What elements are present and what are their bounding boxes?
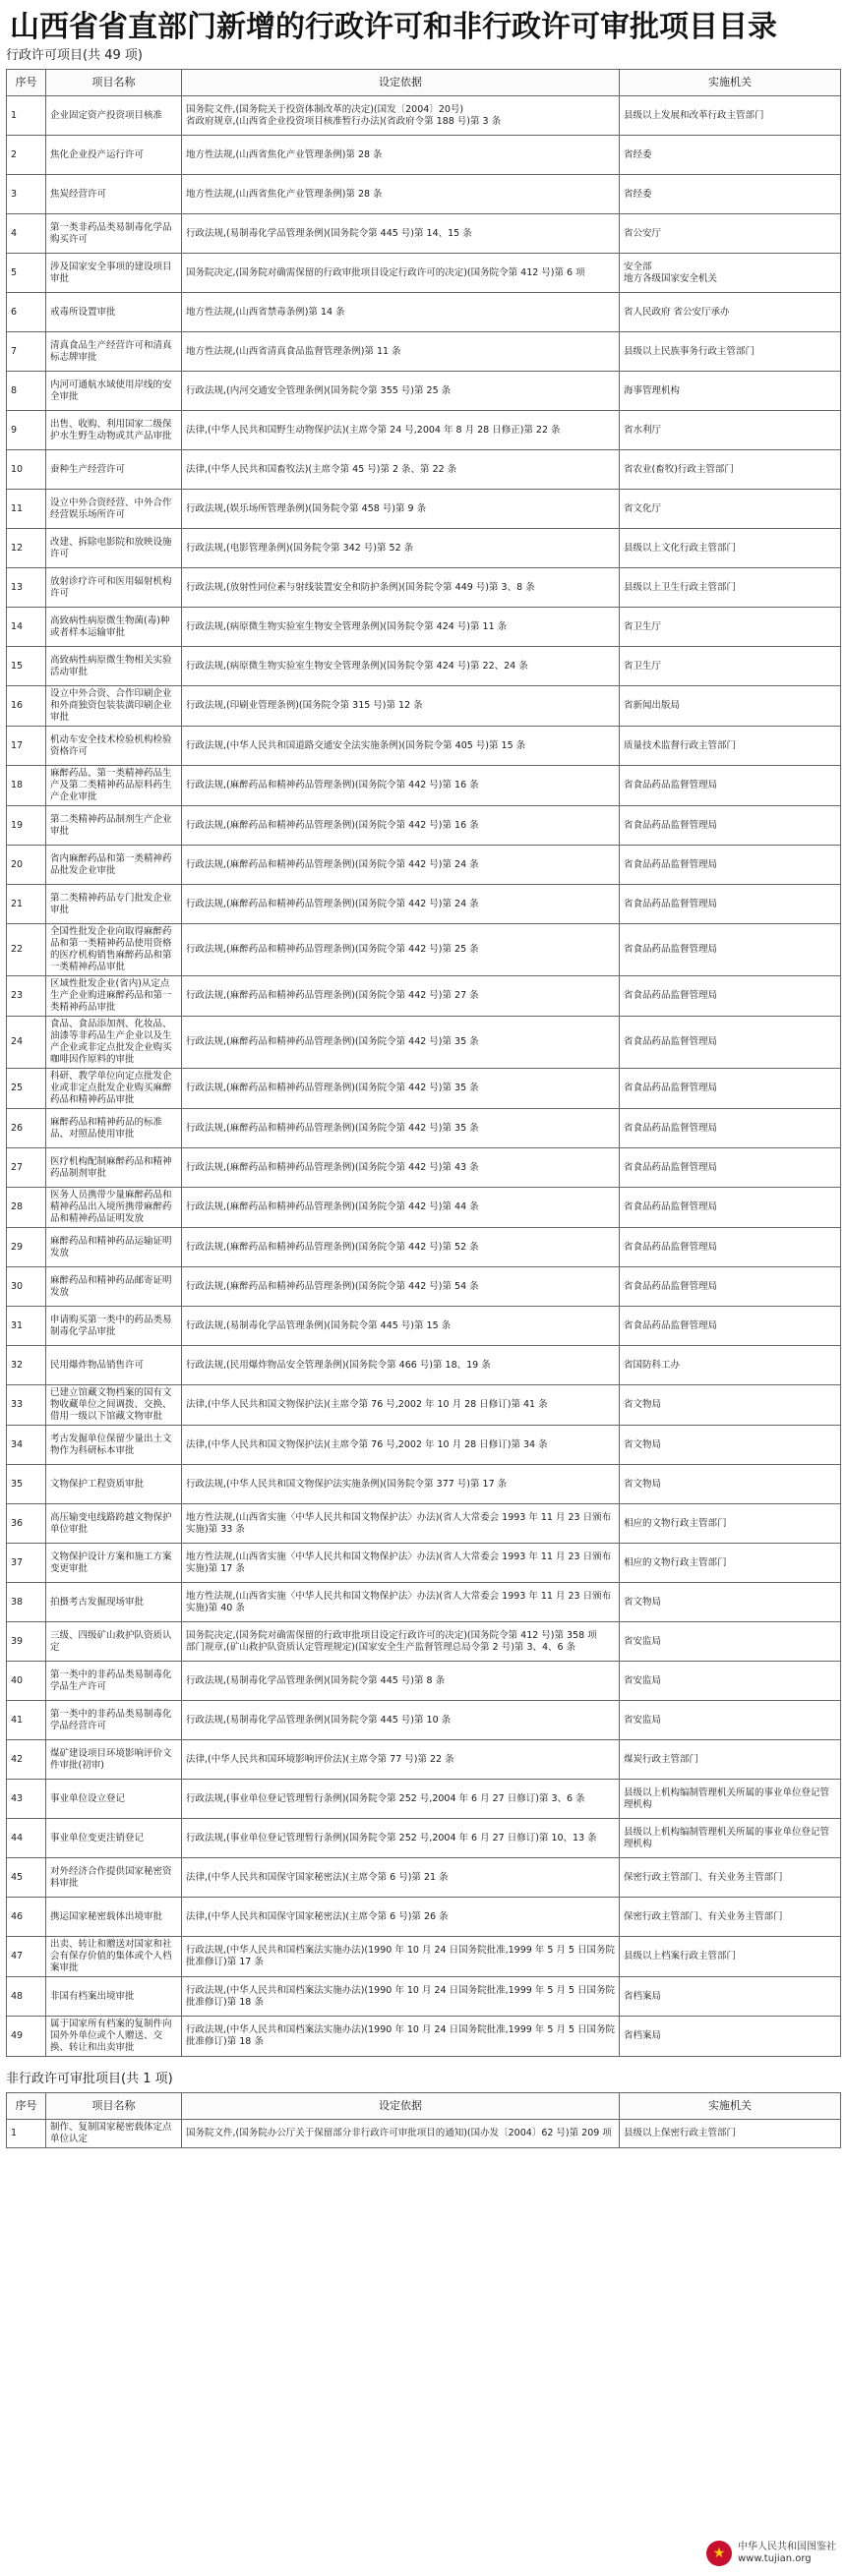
table-row — [7, 924, 841, 976]
cell-name: 事业单位变更注销登记 — [46, 1819, 182, 1858]
cell-agency: 省国防科工办 — [620, 1346, 841, 1385]
table-row — [7, 647, 841, 686]
table-row — [7, 214, 841, 254]
cell-agency: 海事管理机构 — [620, 372, 841, 411]
table-row — [7, 1017, 841, 1069]
cell-agency: 保密行政主管部门、有关业务主管部门 — [620, 1898, 841, 1937]
cell-agency: 县级以上卫生行政主管部门 — [620, 568, 841, 608]
cell-basis: 法律,(中华人民共和国文物保护法)(主席令第 76 号,2002 年 10 月 28 日修订)第 41 条 — [182, 1385, 620, 1426]
cell-name: 麻醉药品和精神药品运输证明发放 — [46, 1228, 182, 1267]
cell-basis: 法律,(中华人民共和国保守国家秘密法)(主席令第 6 号)第 21 条 — [182, 1858, 620, 1898]
cell-basis: 行政法规,(内河交通安全管理条例)(国务院令第 355 号)第 25 条 — [182, 372, 620, 411]
cell-name: 制作、复制国家秘密载体定点单位认定 — [46, 2120, 182, 2148]
cell-agency: 省食品药品监督管理局 — [620, 1148, 841, 1188]
cell-agency: 省公安厅 — [620, 214, 841, 254]
cell-no: 27 — [7, 1148, 46, 1188]
cell-name: 企业固定资产投资项目核准 — [46, 96, 182, 136]
cell-agency: 省人民政府 省公安厅承办 — [620, 293, 841, 332]
cell-basis: 行政法规,(印刷业管理条例)(国务院令第 315 号)第 12 条 — [182, 686, 620, 727]
permits-table — [6, 69, 841, 2057]
cell-basis: 行政法规,(放射性同位素与射线装置安全和防护条例)(国务院令第 449 号)第 3、8 条 — [182, 568, 620, 608]
cell-no: 29 — [7, 1228, 46, 1267]
cell-agency: 省农业(畜牧)行政主管部门 — [620, 450, 841, 490]
cell-no: 47 — [7, 1937, 46, 1977]
table-row — [7, 490, 841, 529]
cell-agency: 省新闻出版局 — [620, 686, 841, 727]
cell-no: 17 — [7, 727, 46, 766]
cell-basis: 国务院决定,(国务院对确需保留的行政审批项目设定行政许可的决定)(国务院令第 412 号)第 6 项 — [182, 254, 620, 293]
cell-basis: 行政法规,(麻醉药品和精神药品管理条例)(国务院令第 442 号)第 54 条 — [182, 1267, 620, 1307]
cell-agency: 县级以上档案行政主管部门 — [620, 1937, 841, 1977]
cell-agency: 省食品药品监督管理局 — [620, 806, 841, 846]
cell-agency: 县级以上文化行政主管部门 — [620, 529, 841, 568]
cell-agency: 省卫生厅 — [620, 647, 841, 686]
table-row — [7, 1426, 841, 1465]
cell-agency: 省档案局 — [620, 1977, 841, 2017]
cell-basis: 行政法规,(电影管理条例)(国务院令第 342 号)第 52 条 — [182, 529, 620, 568]
section-heading-permits: 行政许可项目(共 49 项) — [6, 48, 143, 63]
cell-no: 23 — [7, 976, 46, 1017]
section-heading-non-permits: 非行政许可审批项目(共 1 项) — [6, 2072, 173, 2086]
cell-name: 麻醉药品和精神药品的标准品、对照品使用审批 — [46, 1109, 182, 1148]
cell-agency: 保密行政主管部门、有关业务主管部门 — [620, 1858, 841, 1898]
table-row — [7, 1858, 841, 1898]
cell-basis: 行政法规,(麻醉药品和精神药品管理条例)(国务院令第 442 号)第 24 条 — [182, 846, 620, 885]
cell-basis: 行政法规,(娱乐场所管理条例)(国务院令第 458 号)第 9 条 — [182, 490, 620, 529]
cell-agency: 安全部 地方各级国家安全机关 — [620, 254, 841, 293]
cell-basis: 行政法规,(易制毒化学品管理条例)(国务院令第 445 号)第 8 条 — [182, 1662, 620, 1701]
table-row — [7, 1346, 841, 1385]
cell-basis: 行政法规,(中华人民共和国道路交通安全法实施条例)(国务院令第 405 号)第 15 条 — [182, 727, 620, 766]
cell-name: 麻醉药品、第一类精神药品生产及第二类精神药品原料药生产企业审批 — [46, 766, 182, 806]
cell-no: 13 — [7, 568, 46, 608]
cell-no: 46 — [7, 1898, 46, 1937]
table-row — [7, 1307, 841, 1346]
cell-no: 10 — [7, 450, 46, 490]
table-row — [7, 254, 841, 293]
cell-name: 全国性批发企业向取得麻醉药品和第一类精神药品使用资格的医疗机构销售麻醉药品和第一类精神药品审批 — [46, 924, 182, 976]
table-row — [7, 175, 841, 214]
table-row — [7, 1109, 841, 1148]
cell-name: 焦化企业投产运行许可 — [46, 136, 182, 175]
cell-agency: 省食品药品监督管理局 — [620, 1188, 841, 1228]
column-header-basis: 设定依据 — [182, 2093, 620, 2120]
cell-agency: 省文物局 — [620, 1465, 841, 1504]
watermark-name: 中华人民共和国图鉴社 — [738, 2542, 836, 2552]
cell-name: 医疗机构配制麻醉药品和精神药品制剂审批 — [46, 1148, 182, 1188]
cell-no: 36 — [7, 1504, 46, 1544]
cell-name: 涉及国家安全事项的建设项目审批 — [46, 254, 182, 293]
cell-no: 19 — [7, 806, 46, 846]
cell-basis: 地方性法规,(山西省清真食品监督管理条例)第 11 条 — [182, 332, 620, 372]
cell-name: 区域性批发企业(省内)从定点生产企业购进麻醉药品和第一类精神药品审批 — [46, 976, 182, 1017]
cell-no: 22 — [7, 924, 46, 976]
cell-name: 焦炭经营许可 — [46, 175, 182, 214]
column-header-no: 序号 — [7, 70, 46, 96]
cell-basis: 行政法规,(中华人民共和国档案法实施办法)(1990 年 10 月 24 日国务院批准,1999 年 5 月 5 日国务院批准修订)第 17 条 — [182, 1937, 620, 1977]
cell-agency: 县级以上发展和改革行政主管部门 — [620, 96, 841, 136]
cell-no: 20 — [7, 846, 46, 885]
table-row — [7, 1740, 841, 1780]
table-row — [7, 1188, 841, 1228]
cell-no: 1 — [7, 96, 46, 136]
cell-basis: 行政法规,(易制毒化学品管理条例)(国务院令第 445 号)第 10 条 — [182, 1701, 620, 1740]
cell-agency: 县级以上机构编制管理机关所属的事业单位登记管理机构 — [620, 1819, 841, 1858]
cell-no: 15 — [7, 647, 46, 686]
table-row — [7, 529, 841, 568]
cell-no: 14 — [7, 608, 46, 647]
cell-no: 1 — [7, 2120, 46, 2148]
cell-agency: 相应的文物行政主管部门 — [620, 1544, 841, 1583]
cell-name: 蚕种生产经营许可 — [46, 450, 182, 490]
cell-no: 31 — [7, 1307, 46, 1346]
table-row — [7, 1622, 841, 1662]
table-row — [7, 608, 841, 647]
cell-agency: 省食品药品监督管理局 — [620, 924, 841, 976]
cell-name: 申请购买第一类中的药品类易制毒化学品审批 — [46, 1307, 182, 1346]
cell-basis: 地方性法规,(山西省焦化产业管理条例)第 28 条 — [182, 136, 620, 175]
cell-name: 食品、食品添加剂、化妆品、油漆等非药品生产企业以及生产企业或非定点批发企业购买咖啡因作原料的审批 — [46, 1017, 182, 1069]
non-permits-table — [6, 2092, 841, 2148]
table-row — [7, 1977, 841, 2017]
cell-agency: 省经委 — [620, 175, 841, 214]
cell-name: 设立中外合资经营、中外合作经营娱乐场所许可 — [46, 490, 182, 529]
table-row — [7, 2120, 841, 2148]
cell-basis: 国务院决定,(国务院对确需保留的行政审批项目设定行政许可的决定)(国务院令第 412 号)第 358 项 部门规章,(矿山救护队资质认定管理规定)(国家安全生产监督管理总局令第 2 号)第 3、4、6 条 — [182, 1622, 620, 1662]
cell-agency: 省文物局 — [620, 1385, 841, 1426]
cell-no: 16 — [7, 686, 46, 727]
table-row — [7, 1465, 841, 1504]
cell-basis: 行政法规,(麻醉药品和精神药品管理条例)(国务院令第 442 号)第 16 条 — [182, 806, 620, 846]
cell-no: 35 — [7, 1465, 46, 1504]
cell-name: 戒毒所设置审批 — [46, 293, 182, 332]
cell-agency: 省食品药品监督管理局 — [620, 1069, 841, 1109]
cell-basis: 行政法规,(病原微生物实验室生物安全管理条例)(国务院令第 424 号)第 22、24 条 — [182, 647, 620, 686]
table-row — [7, 411, 841, 450]
cell-name: 放射诊疗许可和医用辐射机构许可 — [46, 568, 182, 608]
cell-agency: 省食品药品监督管理局 — [620, 1307, 841, 1346]
cell-no: 37 — [7, 1544, 46, 1583]
watermark-url: www.tujian.org — [738, 2553, 812, 2564]
cell-no: 28 — [7, 1188, 46, 1228]
cell-agency: 省文物局 — [620, 1583, 841, 1622]
cell-name: 民用爆炸物品销售许可 — [46, 1346, 182, 1385]
table-row — [7, 806, 841, 846]
cell-basis: 行政法规,(病原微生物实验室生物安全管理条例)(国务院令第 424 号)第 11 条 — [182, 608, 620, 647]
cell-name: 高压输变电线路跨越文物保护单位审批 — [46, 1504, 182, 1544]
cell-agency: 省安监局 — [620, 1662, 841, 1701]
cell-no: 18 — [7, 766, 46, 806]
cell-basis: 法律,(中华人民共和国野生动物保护法)(主席令第 24 号,2004 年 8 月 28 日修正)第 22 条 — [182, 411, 620, 450]
cell-basis: 行政法规,(中华人民共和国文物保护法实施条例)(国务院令第 377 号)第 17 条 — [182, 1465, 620, 1504]
table-row — [7, 686, 841, 727]
cell-name: 清真食品生产经营许可和清真标志牌审批 — [46, 332, 182, 372]
cell-no: 25 — [7, 1069, 46, 1109]
cell-name: 设立中外合资、合作印刷企业和外商独资包装装潢印刷企业审批 — [46, 686, 182, 727]
cell-basis: 地方性法规,(山西省实施〈中华人民共和国文物保护法〉办法)(省人大常委会 1993 年 11 月 23 日颁布实施)第 33 条 — [182, 1504, 620, 1544]
cell-basis: 法律,(中华人民共和国畜牧法)(主席令第 45 号)第 2 条、第 22 条 — [182, 450, 620, 490]
cell-name: 拍摄考古发掘现场审批 — [46, 1583, 182, 1622]
cell-basis: 法律,(中华人民共和国文物保护法)(主席令第 76 号,2002 年 10 月 28 日修订)第 34 条 — [182, 1426, 620, 1465]
cell-no: 2 — [7, 136, 46, 175]
cell-basis: 行政法规,(易制毒化学品管理条例)(国务院令第 445 号)第 15 条 — [182, 1307, 620, 1346]
column-header-agency: 实施机关 — [620, 2093, 841, 2120]
cell-basis: 法律,(中华人民共和国环境影响评价法)(主席令第 77 号)第 22 条 — [182, 1740, 620, 1780]
cell-name: 事业单位设立登记 — [46, 1780, 182, 1819]
cell-agency: 省食品药品监督管理局 — [620, 885, 841, 924]
cell-basis: 行政法规,(民用爆炸物品安全管理条例)(国务院令第 466 号)第 18、19 条 — [182, 1346, 620, 1385]
table-row — [7, 450, 841, 490]
page-title: 山西省省直部门新增的行政许可和非行政许可审批项目目录 — [10, 10, 777, 44]
national-emblem-icon: ★ — [706, 2541, 732, 2566]
cell-basis: 行政法规,(中华人民共和国档案法实施办法)(1990 年 10 月 24 日国务院批准,1999 年 5 月 5 日国务院批准修订)第 18 条 — [182, 1977, 620, 2017]
cell-agency: 省食品药品监督管理局 — [620, 1228, 841, 1267]
cell-agency: 省经委 — [620, 136, 841, 175]
cell-no: 30 — [7, 1267, 46, 1307]
cell-agency: 县级以上机构编制管理机关所属的事业单位登记管理机构 — [620, 1780, 841, 1819]
table-header-row — [7, 70, 841, 96]
table-row — [7, 332, 841, 372]
cell-basis: 行政法规,(麻醉药品和精神药品管理条例)(国务院令第 442 号)第 52 条 — [182, 1228, 620, 1267]
cell-basis: 国务院文件,(国务院关于投资体制改革的决定)(国发〔2004〕20号) 省政府规章,(山西省企业投资项目核准暂行办法)(省政府令第 188 号)第 3 条 — [182, 96, 620, 136]
cell-no: 32 — [7, 1346, 46, 1385]
cell-agency: 质量技术监督行政主管部门 — [620, 727, 841, 766]
cell-basis: 行政法规,(麻醉药品和精神药品管理条例)(国务院令第 442 号)第 35 条 — [182, 1069, 620, 1109]
cell-basis: 行政法规,(麻醉药品和精神药品管理条例)(国务院令第 442 号)第 25 条 — [182, 924, 620, 976]
cell-no: 4 — [7, 214, 46, 254]
cell-no: 33 — [7, 1385, 46, 1426]
cell-agency: 省食品药品监督管理局 — [620, 766, 841, 806]
cell-no: 7 — [7, 332, 46, 372]
cell-no: 12 — [7, 529, 46, 568]
table-row — [7, 136, 841, 175]
cell-agency: 省卫生厅 — [620, 608, 841, 647]
table-row — [7, 1069, 841, 1109]
cell-name: 第一类非药品类易制毒化学品购买许可 — [46, 214, 182, 254]
cell-name: 高致病性病原微生物菌(毒)种或者样本运输审批 — [46, 608, 182, 647]
cell-name: 出卖、转让和赠送对国家和社会有保存价值的集体或个人档案审批 — [46, 1937, 182, 1977]
column-header-no: 序号 — [7, 2093, 46, 2120]
cell-agency: 省安监局 — [620, 1701, 841, 1740]
cell-no: 42 — [7, 1740, 46, 1780]
cell-agency: 县级以上保密行政主管部门 — [620, 2120, 841, 2148]
cell-no: 40 — [7, 1662, 46, 1701]
cell-no: 5 — [7, 254, 46, 293]
table-row — [7, 293, 841, 332]
cell-agency: 县级以上民族事务行政主管部门 — [620, 332, 841, 372]
cell-name: 第二类精神药品制剂生产企业审批 — [46, 806, 182, 846]
cell-basis: 行政法规,(易制毒化学品管理条例)(国务院令第 445 号)第 14、15 条 — [182, 214, 620, 254]
cell-no: 9 — [7, 411, 46, 450]
cell-name: 省内麻醉药品和第一类精神药品批发企业审批 — [46, 846, 182, 885]
cell-basis: 法律,(中华人民共和国保守国家秘密法)(主席令第 6 号)第 26 条 — [182, 1898, 620, 1937]
table-row — [7, 1898, 841, 1937]
cell-name: 第一类中的非药品类易制毒化学品经营许可 — [46, 1701, 182, 1740]
cell-basis: 行政法规,(麻醉药品和精神药品管理条例)(国务院令第 442 号)第 44 条 — [182, 1188, 620, 1228]
column-header-agency: 实施机关 — [620, 70, 841, 96]
cell-no: 38 — [7, 1583, 46, 1622]
cell-no: 3 — [7, 175, 46, 214]
cell-basis: 行政法规,(麻醉药品和精神药品管理条例)(国务院令第 442 号)第 35 条 — [182, 1109, 620, 1148]
site-watermark — [702, 2539, 840, 2568]
cell-name: 改建、拆除电影院和放映设施许可 — [46, 529, 182, 568]
cell-basis: 行政法规,(麻醉药品和精神药品管理条例)(国务院令第 442 号)第 27 条 — [182, 976, 620, 1017]
cell-basis: 地方性法规,(山西省焦化产业管理条例)第 28 条 — [182, 175, 620, 214]
cell-no: 21 — [7, 885, 46, 924]
cell-basis: 行政法规,(麻醉药品和精神药品管理条例)(国务院令第 442 号)第 16 条 — [182, 766, 620, 806]
column-header-basis: 设定依据 — [182, 70, 620, 96]
cell-name: 麻醉药品和精神药品邮寄证明发放 — [46, 1267, 182, 1307]
table-row — [7, 766, 841, 806]
cell-basis: 行政法规,(事业单位登记管理暂行条例)(国务院令第 252 号,2004 年 6 月 27 日修订)第 3、6 条 — [182, 1780, 620, 1819]
cell-name: 内河可通航水域使用岸线的安全审批 — [46, 372, 182, 411]
cell-name: 文物保护工程资质审批 — [46, 1465, 182, 1504]
table-row — [7, 727, 841, 766]
table-row — [7, 1583, 841, 1622]
column-header-name: 项目名称 — [46, 2093, 182, 2120]
table-row — [7, 1937, 841, 1977]
cell-basis: 地方性法规,(山西省禁毒条例)第 14 条 — [182, 293, 620, 332]
cell-name: 携运国家秘密载体出境审批 — [46, 1898, 182, 1937]
cell-no: 48 — [7, 1977, 46, 2017]
cell-name: 已建立馆藏文物档案的国有文物收藏单位之间调拨、交换、借用一级以下馆藏文物审批 — [46, 1385, 182, 1426]
cell-agency: 省文化厅 — [620, 490, 841, 529]
table-row — [7, 885, 841, 924]
table-row — [7, 1504, 841, 1544]
table-row — [7, 1819, 841, 1858]
cell-basis: 行政法规,(麻醉药品和精神药品管理条例)(国务院令第 442 号)第 43 条 — [182, 1148, 620, 1188]
column-header-name: 项目名称 — [46, 70, 182, 96]
cell-no: 43 — [7, 1780, 46, 1819]
cell-name: 高致病性病原微生物相关实验活动审批 — [46, 647, 182, 686]
cell-basis: 地方性法规,(山西省实施〈中华人民共和国文物保护法〉办法)(省人大常委会 1993 年 11 月 23 日颁布实施)第 17 条 — [182, 1544, 620, 1583]
cell-basis: 行政法规,(麻醉药品和精神药品管理条例)(国务院令第 442 号)第 35 条 — [182, 1017, 620, 1069]
cell-name: 第一类中的非药品类易制毒化学品生产许可 — [46, 1662, 182, 1701]
cell-no: 8 — [7, 372, 46, 411]
cell-name: 第二类精神药品专门批发企业审批 — [46, 885, 182, 924]
cell-name: 属于国家所有档案的复制件向国外外单位或个人赠送、交换、转让和出卖审批 — [46, 2017, 182, 2057]
table-row — [7, 1228, 841, 1267]
cell-basis: 国务院文件,(国务院办公厅关于保留部分非行政许可审批项目的通知)(国办发〔2004〕62 号)第 209 项 — [182, 2120, 620, 2148]
table-row — [7, 1148, 841, 1188]
table-header-row — [7, 2093, 841, 2120]
table-row — [7, 1780, 841, 1819]
cell-basis: 地方性法规,(山西省实施〈中华人民共和国文物保护法〉办法)(省人大常委会 1993 年 11 月 23 日颁布实施)第 40 条 — [182, 1583, 620, 1622]
table-row — [7, 372, 841, 411]
cell-no: 45 — [7, 1858, 46, 1898]
cell-basis: 行政法规,(中华人民共和国档案法实施办法)(1990 年 10 月 24 日国务院批准,1999 年 5 月 5 日国务院批准修订)第 18 条 — [182, 2017, 620, 2057]
table-row — [7, 1544, 841, 1583]
cell-agency: 省食品药品监督管理局 — [620, 1017, 841, 1069]
cell-name: 机动车安全技术检验机构检验资格许可 — [46, 727, 182, 766]
table-row — [7, 1267, 841, 1307]
cell-name: 文物保护设计方案和施工方案变更审批 — [46, 1544, 182, 1583]
cell-name: 三级、四级矿山救护队资质认定 — [46, 1622, 182, 1662]
cell-no: 6 — [7, 293, 46, 332]
table-row — [7, 846, 841, 885]
cell-agency: 省水利厅 — [620, 411, 841, 450]
cell-name: 非国有档案出境审批 — [46, 1977, 182, 2017]
cell-basis: 行政法规,(麻醉药品和精神药品管理条例)(国务院令第 442 号)第 24 条 — [182, 885, 620, 924]
cell-agency: 省文物局 — [620, 1426, 841, 1465]
cell-agency: 煤炭行政主管部门 — [620, 1740, 841, 1780]
cell-agency: 省档案局 — [620, 2017, 841, 2057]
table-row — [7, 1701, 841, 1740]
cell-name: 医务人员携带少量麻醉药品和精神药品出入境所携带麻醉药品和精神药品证明发放 — [46, 1188, 182, 1228]
cell-agency: 相应的文物行政主管部门 — [620, 1504, 841, 1544]
table-row — [7, 2017, 841, 2057]
cell-name: 科研、教学单位向定点批发企业或非定点批发企业购买麻醉药品和精神药品审批 — [46, 1069, 182, 1109]
cell-name: 出售、收购、利用国家二级保护水生野生动物或其产品审批 — [46, 411, 182, 450]
cell-no: 44 — [7, 1819, 46, 1858]
table-row — [7, 1662, 841, 1701]
table-row — [7, 96, 841, 136]
cell-basis: 行政法规,(事业单位登记管理暂行条例)(国务院令第 252 号,2004 年 6 月 27 日修订)第 10、13 条 — [182, 1819, 620, 1858]
cell-agency: 省食品药品监督管理局 — [620, 846, 841, 885]
table-row — [7, 568, 841, 608]
cell-agency: 省食品药品监督管理局 — [620, 976, 841, 1017]
cell-no: 26 — [7, 1109, 46, 1148]
cell-no: 41 — [7, 1701, 46, 1740]
cell-name: 对外经济合作提供国家秘密资料审批 — [46, 1858, 182, 1898]
cell-no: 11 — [7, 490, 46, 529]
cell-name: 考古发掘单位保留少量出土文物作为科研标本审批 — [46, 1426, 182, 1465]
table-row — [7, 976, 841, 1017]
cell-no: 39 — [7, 1622, 46, 1662]
cell-agency: 省食品药品监督管理局 — [620, 1267, 841, 1307]
cell-name: 煤矿建设项目环境影响评价文件审批(初审) — [46, 1740, 182, 1780]
cell-agency: 省食品药品监督管理局 — [620, 1109, 841, 1148]
cell-agency: 省安监局 — [620, 1622, 841, 1662]
cell-no: 24 — [7, 1017, 46, 1069]
cell-no: 34 — [7, 1426, 46, 1465]
table-row — [7, 1385, 841, 1426]
cell-no: 49 — [7, 2017, 46, 2057]
